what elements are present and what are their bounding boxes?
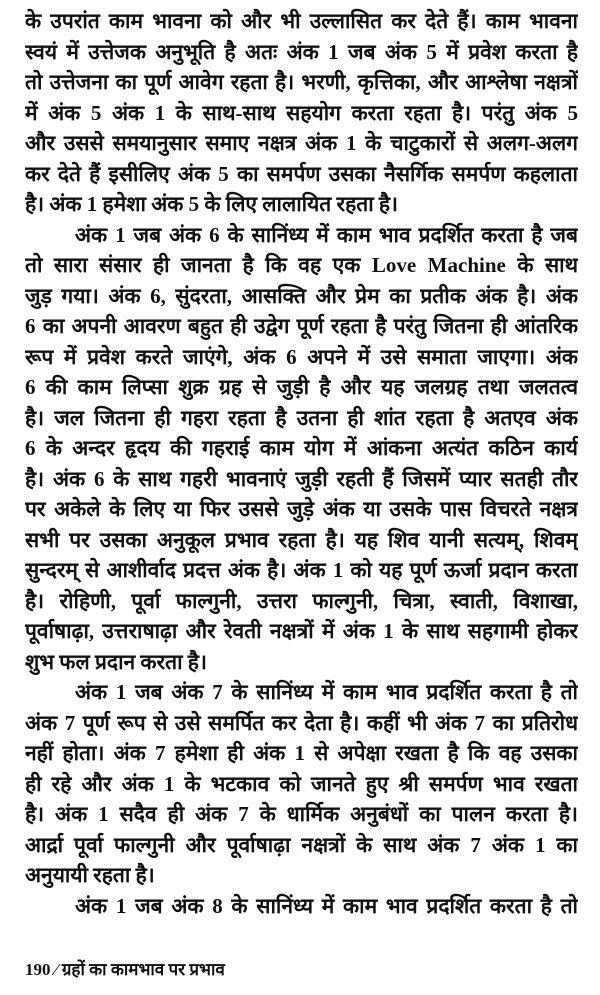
text-line: सुन्दरम् से आशीर्वाद प्रदत्त अंक है। अंक 1 को यह पूर्ण ऊर्जा प्रदान करता <box>25 558 578 582</box>
text-line: है। अंक 6 के साथ गहरी भावनाएं जुड़ी रहती हैं जिसमें प्यार सतही तौर <box>25 466 578 491</box>
text-line: है। अंक 1 सदैव ही अंक 7 के धार्मिक अनुबंधों का पालन करता है। <box>25 802 578 826</box>
text-line: स्वयं में उत्तेजक अनुभूति है अतः अंक 1 जब अंक 5 में प्रवेश करता है <box>25 39 578 64</box>
text-line: और उससे समयानुसार समाए नक्षत्र अंक 1 के चाटुकारों से अलग-अलग <box>25 131 578 155</box>
text-line: में अंक 5 अंक 1 के साथ-साथ सहयोग करता रहता है। परंतु अंक 5 <box>25 100 578 125</box>
text-line: आर्द्रा पूर्वा फाल्गुनी और पूर्वाषाढ़ा नक्षत्रों के साथ अंक 7 अंक 1 का <box>25 832 578 857</box>
text-line: जुड़ गया। अंक 6, सुंदरता, आसक्ति और प्रेम का प्रतीक अंक है। अंक <box>25 283 578 308</box>
text-line: अंक 1 जब अंक 8 के सानिंध्य में काम भाव प्रदर्शित करता है तो <box>75 893 578 918</box>
text-line: सभी पर उसका अनुकूल प्रभाव रहता है। यह शिव यानी सत्यम्, शिवम् <box>25 527 578 552</box>
text-line: पर अकेले के लिए या फिर उससे जुड़े अंक या उसके पास विचरते नक्षत्र <box>25 497 578 521</box>
page-body <box>25 6 578 921</box>
page-number: 190 <box>25 960 51 979</box>
text-line: रूप में प्रवेश करते जाएंगे, अंक 6 अपने में उसे समाता जाएगा। अंक <box>25 344 578 369</box>
text-line: शुभ फल प्रदान करता है। <box>25 649 207 674</box>
text-line: अंक 7 पूर्ण रूप से उसे समर्पित कर देता है। कहीं भी अंक 7 का प्रतिरोध <box>25 710 578 735</box>
text-line: है। अंक 1 हमेशा अंक 5 के लिए लालायित रहता है। <box>25 192 399 216</box>
text-line: तो उत्तेजना का पूर्ण आवेग रहता है। भरणी, कृत्तिका, और आश्लेषा नक्षत्रों <box>25 70 578 94</box>
text-line: अंक 1 जब अंक 7 के सानिंध्य में काम भाव प्रदर्शित करता है तो <box>75 680 578 704</box>
text-line: 6 के अन्दर हृदय की गहराई काम योग में आंकना अत्यंत कठिन कार्य <box>25 436 578 460</box>
text-line: अनुयायी रहता है। <box>25 863 155 887</box>
text-line: के उपरांत काम भावना को और भी उल्लासित कर देते हैं। काम भावना <box>25 9 578 33</box>
text-line: अंक 1 जब अंक 6 के सानिंध्य में काम भाव प्रदर्शित करता है जब <box>75 222 578 247</box>
text-line: 6 की काम लिप्सा शुक्र ग्रह से जुड़ी है और यह जलग्रह तथा जलतत्व <box>25 375 578 399</box>
text-line: ही रहे और अंक 1 के भटकाव को जानते हुए श्री समर्पण भाव रखता <box>25 771 578 796</box>
footer-separator: ⁄ <box>54 960 58 979</box>
text-line: पूर्वाषाढ़ा, उत्तराषाढ़ा और रेवती नक्षत्रों में अंक 1 के साथ सहगामी होकर <box>25 619 578 643</box>
text-line: तो सारा संसार ही जानता है कि वह एक Love Machine के साथ <box>25 253 578 277</box>
text-line: है। जल जितना ही गहरा रहता है उतना ही शांत रहता है अतएव अंक <box>25 405 578 430</box>
text-line: 6 का अपनी आवरण बहुत ही उद्वेग पूर्ण रहता है परंतु जितना ही आंतरिक <box>25 314 578 338</box>
page-footer <box>25 958 225 982</box>
book-title: ग्रहों का कामभाव पर प्रभाव <box>61 960 225 979</box>
text-line: नहीं होता। अंक 7 हमेशा ही अंक 1 से अपेक्षा रखता है कि वह उसका <box>25 741 578 765</box>
text-line: है। रोहिणी, पूर्वा फाल्गुनी, उत्तरा फाल्गुनी, चित्रा, स्वाती, विशाखा, <box>25 588 578 613</box>
text-line: कर देते हैं इसीलिए अंक 5 का समर्पण उसका नैसर्गिक समर्पण कहलाता <box>25 161 578 186</box>
